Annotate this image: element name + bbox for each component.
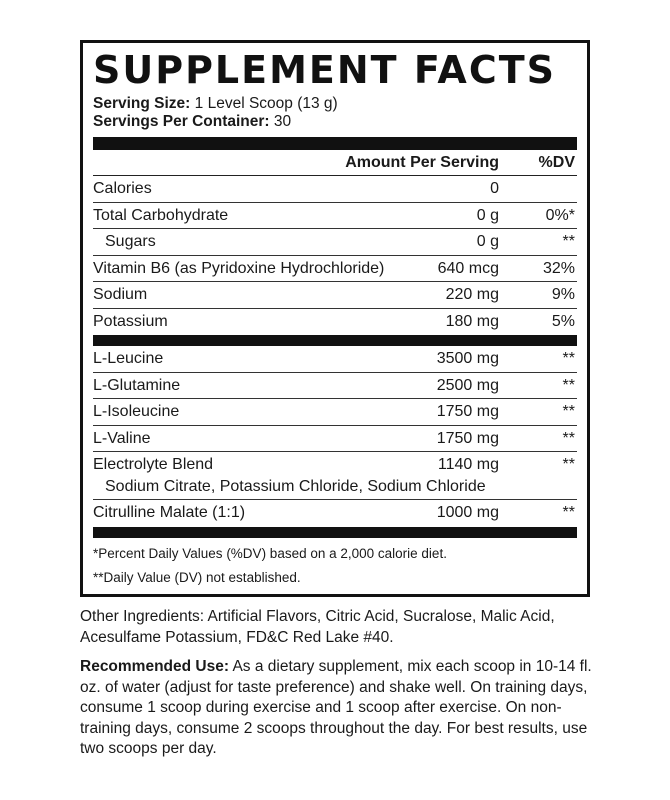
row-name: L-Valine [93, 429, 151, 447]
table-row [93, 346, 577, 373]
row-amount: 0 g [476, 206, 499, 224]
row-amount: 0 [490, 180, 499, 197]
row-amount: 2500 mg [436, 376, 499, 394]
other-ingredients: Other Ingredients: Artificial Flavors, Citric Acid, Sucralose, Malic Acid, Acesulfame Potassium, FD&C Red Lake #40. [80, 608, 555, 646]
header-dv: %DV [538, 154, 575, 171]
row-name: Electrolyte Blend [93, 456, 214, 473]
footnote: *Percent Daily Values (%DV) based on a 2,000 calorie diet. [93, 545, 447, 561]
table-row [93, 282, 577, 309]
table-row [93, 176, 577, 203]
footnote: **Daily Value (DV) not established. [93, 569, 301, 585]
row-dv: 9% [551, 286, 575, 303]
serving-size [93, 95, 577, 113]
divider-bar-middle [93, 335, 577, 346]
row-name: Potassium [93, 312, 168, 330]
row-amount: 180 mg [445, 312, 499, 330]
row-sub-ingredients: Sodium Citrate, Potassium Chloride, Sodium Chloride [105, 478, 486, 495]
recommended-use-text: As a dietary supplement, mix each scoop in 10-14 fl. oz. of water (adjust for taste preference) and shake well. On training days, consume 1 scoop during exercise and 1 scoop after exercise. On non-training days, consume 2 scoops throughout the day. For best results, use two scoops per day. [80, 658, 592, 757]
table-row [93, 399, 577, 426]
servings-per-container [93, 113, 577, 131]
table-row [93, 452, 577, 500]
row-dv: ** [562, 376, 575, 394]
servings-per-container-label: Servings Per Container: [93, 113, 270, 130]
row-amount: 1750 mg [436, 403, 499, 420]
serving-size-value: 1 Level Scoop (13 g) [194, 95, 338, 112]
header-amount: Amount Per Serving [345, 154, 499, 171]
row-name: L-Isoleucine [93, 403, 180, 420]
table-row [93, 203, 577, 230]
row-dv: ** [562, 429, 575, 447]
row-amount: 1750 mg [436, 429, 499, 447]
row-name: Sodium [93, 286, 148, 303]
row-amount: 220 mg [445, 286, 499, 303]
row-amount: 640 mcg [437, 259, 499, 277]
table-row [93, 426, 577, 453]
panel-title: SUPPLEMENT FACTS [93, 48, 557, 92]
recommended-use [80, 657, 600, 760]
table-row [93, 500, 577, 527]
table-row [93, 309, 577, 336]
row-dv: 5% [551, 312, 575, 330]
servings-per-container-value: 30 [273, 113, 292, 130]
row-name: L-Leucine [93, 350, 164, 367]
row-dv: ** [562, 233, 575, 250]
row-name: Calories [93, 180, 152, 197]
table-row [93, 229, 577, 256]
row-name: Total Carbohydrate [93, 206, 229, 224]
row-dv: 32% [542, 259, 575, 277]
divider-bar-bottom [93, 527, 577, 538]
row-amount: 3500 mg [436, 350, 499, 367]
row-name: L-Glutamine [93, 376, 181, 394]
recommended-use-label: Recommended Use: [80, 658, 230, 675]
row-dv: ** [562, 504, 575, 521]
nutrient-list [93, 176, 577, 335]
table-row [93, 256, 577, 283]
row-name: Sugars [105, 233, 156, 250]
divider-bar-top [93, 137, 577, 150]
row-dv: ** [562, 350, 575, 367]
serving-size-label: Serving Size: [93, 95, 191, 112]
supplement-facts-panel [80, 40, 590, 597]
row-amount: 0 g [476, 233, 499, 250]
blend-list [93, 346, 577, 527]
row-dv: 0%* [545, 206, 575, 224]
row-name: Vitamin B6 (as Pyridoxine Hydrochloride) [93, 259, 385, 277]
row-amount: 1140 mg [437, 456, 499, 473]
row-name: Citrulline Malate (1:1) [93, 504, 246, 521]
table-row [93, 373, 577, 400]
row-dv: ** [562, 403, 575, 420]
table-header [93, 150, 577, 176]
row-amount: 1000 mg [436, 504, 499, 521]
row-dv: ** [562, 456, 575, 473]
